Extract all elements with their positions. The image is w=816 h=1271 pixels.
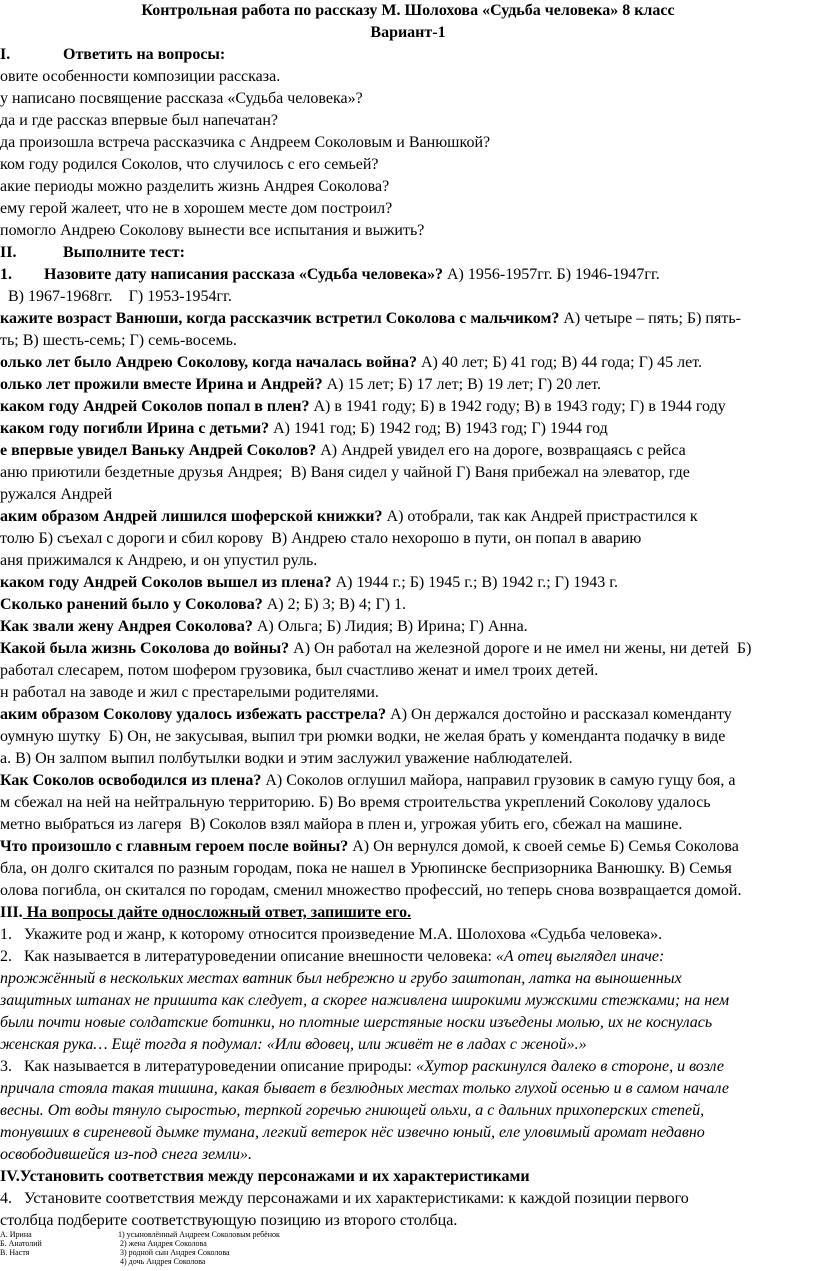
section-2-title: Выполните тест: bbox=[63, 244, 185, 261]
question-line: да произошла встреча рассказчика с Андреем Соколовым и Ванюшкой? bbox=[0, 134, 491, 151]
quote-line: женская рука… Ещё тогда я подумал: «Или вдовец, или живёт не в ладах с женой».» bbox=[0, 1036, 587, 1053]
matching-intro: 4. Установите соответствия между персонажами и их характеристиками: к каждой позиции первого bbox=[0, 1190, 689, 1207]
question-line: ему герой жалеет, что не в хорошем месте дом построил? bbox=[0, 200, 393, 217]
variant-label: Вариант-1 bbox=[370, 24, 446, 41]
quote-line: причала стояла такая тишина, какая бывает в безлюдных местах только глухой осенью и в самом начале bbox=[0, 1080, 729, 1097]
section-1-title: Ответить на вопросы: bbox=[63, 46, 226, 63]
section-2-number: II. bbox=[0, 244, 17, 261]
quote-line: защитных штанах не пришита как следует, а скорее наживлена широкими мужскими стежками; на нем bbox=[0, 992, 730, 1009]
test-line: каком году Андрей Соколов попал в плен? А) в 1941 году; Б) в 1942 году; В) в 1943 году; Г) в 1944 году bbox=[0, 398, 726, 415]
test-line: Как звали жену Андрея Соколова? А) Ольга; Б) Лидия; В) Ирина; Г) Анна. bbox=[0, 618, 528, 635]
character-item: А. Ирина bbox=[0, 1230, 32, 1239]
open-question-2: 2. Как называется в литературоведении описание внешности человека: «А отец выглядел иначе: bbox=[0, 948, 665, 965]
test-line: м сбежал на ней на нейтральную территорию. Б) Во время строительства укреплений Соколову удалось bbox=[0, 794, 711, 811]
test-line: аким образом Соколову удалось избежать расстрела? А) Он держался достойно и рассказал коменданту bbox=[0, 706, 732, 723]
test-line: е впервые увидел Ваньку Андрей Соколов? А) Андрей увидел его на дороге, возвращаясь с рейса bbox=[0, 442, 686, 459]
section-3-heading bbox=[0, 902, 411, 924]
open-question-3: 3. Как называется в литературоведении описание природы: «Хутор раскинулся далеко в стороне, и возле bbox=[0, 1058, 724, 1075]
characteristic-item: 3) родной сын Андрея Соколова bbox=[120, 1248, 230, 1257]
test-line: а. В) Он залпом выпил полбутылки водки и этим заслужил уважение наблюдателей. bbox=[0, 750, 573, 767]
question-line: да и где рассказ впервые был напечатан? bbox=[0, 112, 278, 129]
test-line: олько лет было Андрею Соколову, когда началась война? А) 40 лет; Б) 41 год; В) 44 года; Г) 45 лет. bbox=[0, 354, 703, 371]
question-line: помогло Андрею Соколову вынести все испытания и выжить? bbox=[0, 222, 425, 239]
test-line: Какой была жизнь Соколова до войны? А) Он работал на железной дороге и не имел ни жены, ни детей Б) bbox=[0, 640, 752, 657]
characteristic-item: 4) дочь Андрея Соколова bbox=[120, 1257, 206, 1266]
test-line: работал слесарем, потом шофером грузовика, был счастливо женат и имел троих детей. bbox=[0, 662, 599, 679]
character-item: В. Настя bbox=[0, 1248, 30, 1257]
matching-intro: столбца подберите соответствующую позицию из второго столбца. bbox=[0, 1212, 458, 1229]
test-line: Сколько ранений было у Соколова? А) 2; Б) 3; В) 4; Г) 1. bbox=[0, 596, 407, 613]
question-line: акие периоды можно разделить жизнь Андрея Соколова? bbox=[0, 178, 390, 195]
test-line: каком году погибли Ирина с детьми? А) 1941 год; Б) 1942 год; В) 1943 год; Г) 1944 год bbox=[0, 420, 608, 437]
test-line: ть; В) шесть-семь; Г) семь-восемь. bbox=[0, 332, 237, 349]
quote-line: были почти новые солдатские ботинки, но плотные шерстяные носки изъедены молью, их не коснулась bbox=[0, 1014, 713, 1031]
test-line: олова погибла, он скитался по городам, сменил множество профессий, но теперь снова возвращается домой. bbox=[0, 882, 742, 899]
section-3-title: На вопросы дайте односложный ответ, запишите его. bbox=[22, 904, 412, 921]
character-item: Б. Анатолий bbox=[0, 1239, 42, 1248]
quote-line: тонувших в сиреневой дымке тумана, легкий ветерок нёс извечно юный, еле уловимый аромат недавно bbox=[0, 1124, 705, 1141]
quote-line: весны. От воды тянуло сыростью, терпкой горечью гниющей ольхи, а с дальних прихоперских степей, bbox=[0, 1102, 705, 1119]
test-line: 1. Назовите дату написания рассказа «Судьба человека»? А) 1956-1957гг. Б) 1946-1947гг. bbox=[0, 266, 660, 283]
test-line: кажите возраст Ванюши, когда рассказчик встретил Соколова с мальчиком? А) четыре – пять; Б) пять- bbox=[0, 310, 741, 327]
test-line: бла, он долго скитался по разным городам, пока не нашел в Урюпинске беспризорника Ванюшку. В) Семья bbox=[0, 860, 732, 877]
test-line: каком году Андрей Соколов вышел из плена? А) 1944 г.; Б) 1945 г.; В) 1942 г.; Г) 1943 г. bbox=[0, 574, 618, 591]
section-3-number: III. bbox=[0, 904, 23, 921]
characteristic-item: 1) усыновлённый Андреем Соколовым ребёнок bbox=[118, 1230, 280, 1239]
test-line: оумную шутку Б) Он, не закусывая, выпил три рюмки водки, не желая брать у коменданта подачку в виде bbox=[0, 728, 726, 745]
section-4-title: IV.Установить соответствия между персонажами и их характеристиками bbox=[0, 1168, 530, 1185]
section-1-number: I. bbox=[0, 46, 11, 63]
test-line: ружался Андрей bbox=[0, 486, 113, 503]
test-line: н работал на заводе и жил с престарелыми родителями. bbox=[0, 684, 379, 701]
open-question-1: 1. Укажите род и жанр, к которому относится произведение М.А. Шолохова «Судьба человека». bbox=[0, 926, 663, 943]
test-line: Что произошло с главным героем после войны? А) Он вернулся домой, к своей семье Б) Семья Соколова bbox=[0, 838, 739, 855]
question-line: у написано посвящение рассказа «Судьба человека»? bbox=[0, 90, 363, 107]
test-line: аня прижимался к Андрею, и он упустил руль. bbox=[0, 552, 318, 569]
test-line: аню приютили бездетные друзья Андрея; В) Ваня сидел у чайной Г) Ваня прибежал на элеватор, где bbox=[0, 464, 690, 481]
test-line: метно выбраться из лагеря В) Соколов взял майора в плен и, угрожая убить его, сбежал на машине. bbox=[0, 816, 683, 833]
quote-line: прожжённый в нескольких местах ватник был небрежно и грубо заштопан, латка на выношенных bbox=[0, 970, 682, 987]
document-title: Контрольная работа по рассказу М. Шолохова «Судьба человека» 8 класс bbox=[141, 2, 675, 19]
test-line: В) 1967-1968гг. Г) 1953-1954гг. bbox=[0, 288, 232, 305]
question-line: ком году родился Соколов, что случилось с его семьей? bbox=[0, 156, 379, 173]
test-line: Как Соколов освободился из плена? А) Соколов оглушил майора, направил грузовик в самую гущу боя, а bbox=[0, 772, 736, 789]
question-line: овите особенности композиции рассказа. bbox=[0, 68, 281, 85]
test-line: толю Б) съехал с дороги и сбил корову В) Андрею стало нехорошо в пути, он попал в аварию bbox=[0, 530, 642, 547]
quote-line: освободившейся из-под снега земли». bbox=[0, 1146, 252, 1163]
test-line: олько лет прожили вместе Ирина и Андрей? А) 15 лет; Б) 17 лет; В) 19 лет; Г) 20 лет. bbox=[0, 376, 602, 393]
test-line: аким образом Андрей лишился шоферской книжки? А) отобрали, так как Андрей пристрастился к bbox=[0, 508, 698, 525]
characteristic-item: 2) жена Андрея Соколова bbox=[120, 1239, 207, 1248]
